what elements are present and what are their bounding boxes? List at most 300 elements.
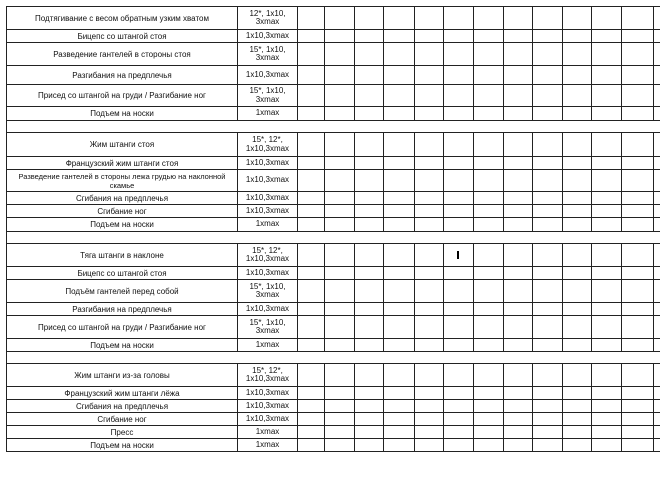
log-cell[interactable] (415, 30, 444, 43)
log-cell[interactable] (533, 280, 563, 303)
log-cell[interactable] (654, 244, 660, 267)
log-cell[interactable] (533, 426, 563, 439)
scheme-cell[interactable]: 1xmax (238, 339, 298, 352)
log-cell[interactable] (563, 85, 592, 107)
log-cell[interactable] (654, 413, 660, 426)
log-cell[interactable] (355, 107, 384, 121)
scheme-cell[interactable]: 15*, 12*, 1x10,3xmax (238, 244, 298, 267)
log-cell[interactable] (592, 267, 622, 280)
log-cell[interactable] (474, 205, 504, 218)
log-cell[interactable] (444, 387, 474, 400)
log-cell[interactable] (533, 267, 563, 280)
scheme-cell[interactable]: 1x10,3xmax (238, 267, 298, 280)
log-cell[interactable] (504, 107, 533, 121)
log-cell[interactable] (622, 303, 654, 316)
log-cell[interactable] (444, 364, 474, 387)
log-cell[interactable] (384, 413, 415, 426)
exercise-name-cell[interactable]: Подъем на носки (7, 439, 238, 452)
log-cell[interactable] (592, 218, 622, 232)
log-cell[interactable] (592, 170, 622, 192)
log-cell[interactable] (415, 303, 444, 316)
log-cell[interactable] (592, 66, 622, 85)
log-cell[interactable] (654, 30, 660, 43)
log-cell[interactable] (325, 7, 355, 30)
scheme-cell[interactable]: 15*, 1x10, 3xmax (238, 43, 298, 66)
log-cell[interactable] (355, 426, 384, 439)
log-cell[interactable] (504, 316, 533, 339)
log-cell[interactable] (533, 400, 563, 413)
log-cell[interactable] (622, 439, 654, 452)
log-cell[interactable] (622, 218, 654, 232)
log-cell[interactable] (622, 280, 654, 303)
log-cell[interactable] (654, 426, 660, 439)
log-cell[interactable] (298, 387, 325, 400)
log-cell[interactable] (563, 43, 592, 66)
log-cell[interactable] (474, 218, 504, 232)
log-cell[interactable] (504, 170, 533, 192)
log-cell[interactable] (298, 170, 325, 192)
log-cell[interactable] (325, 339, 355, 352)
log-cell[interactable] (415, 267, 444, 280)
log-cell[interactable] (474, 170, 504, 192)
log-cell[interactable] (325, 400, 355, 413)
log-cell[interactable] (444, 133, 474, 157)
log-cell[interactable] (474, 439, 504, 452)
log-cell[interactable] (444, 413, 474, 426)
exercise-name-cell[interactable]: Бицепс со штангой стоя (7, 30, 238, 43)
log-cell[interactable] (355, 316, 384, 339)
log-cell[interactable] (622, 400, 654, 413)
log-cell[interactable] (504, 85, 533, 107)
scheme-cell[interactable]: 1x10,3xmax (238, 205, 298, 218)
log-cell[interactable] (654, 316, 660, 339)
log-cell[interactable] (355, 43, 384, 66)
log-cell[interactable] (384, 30, 415, 43)
log-cell[interactable] (444, 218, 474, 232)
log-cell[interactable] (654, 157, 660, 170)
log-cell[interactable] (622, 157, 654, 170)
log-cell[interactable] (384, 339, 415, 352)
scheme-cell[interactable]: 1x10,3xmax (238, 192, 298, 205)
log-cell[interactable] (298, 280, 325, 303)
log-cell[interactable] (415, 439, 444, 452)
log-cell[interactable] (592, 157, 622, 170)
log-cell[interactable] (533, 303, 563, 316)
log-cell[interactable] (474, 267, 504, 280)
log-cell[interactable] (533, 157, 563, 170)
log-cell[interactable] (298, 400, 325, 413)
log-cell[interactable] (474, 244, 504, 267)
log-cell[interactable] (592, 426, 622, 439)
exercise-name-cell[interactable]: Подъем на носки (7, 218, 238, 232)
log-cell[interactable] (298, 157, 325, 170)
log-cell[interactable] (563, 267, 592, 280)
log-cell[interactable] (325, 66, 355, 85)
log-cell[interactable] (415, 133, 444, 157)
log-cell[interactable] (504, 133, 533, 157)
log-cell[interactable] (504, 387, 533, 400)
log-cell[interactable] (325, 316, 355, 339)
log-cell[interactable] (504, 218, 533, 232)
log-cell[interactable] (355, 170, 384, 192)
log-cell[interactable] (298, 30, 325, 43)
log-cell[interactable] (415, 244, 444, 267)
log-cell[interactable] (563, 192, 592, 205)
log-cell[interactable] (622, 205, 654, 218)
log-cell[interactable] (654, 107, 660, 121)
exercise-name-cell[interactable]: Подъём гантелей перед собой (7, 280, 238, 303)
scheme-cell[interactable]: 1x10,3xmax (238, 413, 298, 426)
log-cell[interactable] (622, 85, 654, 107)
scheme-cell[interactable]: 1x10,3xmax (238, 66, 298, 85)
log-cell[interactable] (563, 439, 592, 452)
log-cell[interactable] (533, 133, 563, 157)
log-cell[interactable] (533, 7, 563, 30)
log-cell[interactable] (622, 413, 654, 426)
log-cell[interactable] (563, 133, 592, 157)
exercise-name-cell[interactable]: Разгибания на предплечья (7, 66, 238, 85)
log-cell[interactable] (504, 413, 533, 426)
log-cell[interactable] (384, 426, 415, 439)
log-cell[interactable] (384, 439, 415, 452)
exercise-name-cell[interactable]: Сгибание ног (7, 205, 238, 218)
log-cell[interactable] (592, 30, 622, 43)
log-cell[interactable] (654, 267, 660, 280)
exercise-name-cell[interactable]: Французский жим штанги стоя (7, 157, 238, 170)
log-cell[interactable] (622, 316, 654, 339)
log-cell[interactable] (504, 426, 533, 439)
log-cell[interactable] (563, 218, 592, 232)
log-cell[interactable] (592, 364, 622, 387)
log-cell[interactable] (325, 303, 355, 316)
log-cell[interactable] (563, 426, 592, 439)
log-cell[interactable] (298, 244, 325, 267)
log-cell[interactable] (474, 364, 504, 387)
log-cell[interactable] (654, 7, 660, 30)
log-cell[interactable] (654, 387, 660, 400)
log-cell[interactable] (384, 387, 415, 400)
log-cell[interactable] (563, 7, 592, 30)
log-cell[interactable] (444, 85, 474, 107)
log-cell[interactable] (563, 30, 592, 43)
log-cell[interactable] (592, 280, 622, 303)
exercise-name-cell[interactable]: Разгибания на предплечья (7, 303, 238, 316)
log-cell[interactable] (444, 43, 474, 66)
log-cell[interactable] (325, 218, 355, 232)
log-cell[interactable] (444, 7, 474, 30)
log-cell[interactable] (563, 400, 592, 413)
log-cell[interactable] (533, 413, 563, 426)
log-cell[interactable] (325, 157, 355, 170)
log-cell[interactable] (563, 157, 592, 170)
log-cell[interactable] (355, 267, 384, 280)
log-cell[interactable] (654, 192, 660, 205)
log-cell[interactable] (415, 426, 444, 439)
log-cell[interactable] (415, 316, 444, 339)
log-cell[interactable] (298, 133, 325, 157)
log-cell[interactable] (384, 107, 415, 121)
log-cell[interactable] (592, 133, 622, 157)
log-cell[interactable] (325, 244, 355, 267)
log-cell[interactable] (592, 7, 622, 30)
log-cell[interactable] (504, 244, 533, 267)
log-cell[interactable] (384, 364, 415, 387)
log-cell[interactable] (298, 364, 325, 387)
log-cell[interactable] (355, 413, 384, 426)
log-cell[interactable] (654, 66, 660, 85)
log-cell[interactable] (504, 7, 533, 30)
log-cell[interactable] (298, 43, 325, 66)
scheme-cell[interactable]: 15*, 1x10, 3xmax (238, 280, 298, 303)
log-cell[interactable] (325, 387, 355, 400)
log-cell[interactable] (533, 316, 563, 339)
log-cell[interactable] (622, 107, 654, 121)
log-cell[interactable] (444, 244, 474, 267)
scheme-cell[interactable]: 15*, 12*, 1x10,3xmax (238, 133, 298, 157)
log-cell[interactable] (622, 7, 654, 30)
scheme-cell[interactable]: 1xmax (238, 107, 298, 121)
log-cell[interactable] (533, 107, 563, 121)
log-cell[interactable] (325, 85, 355, 107)
log-cell[interactable] (355, 387, 384, 400)
log-cell[interactable] (504, 280, 533, 303)
log-cell[interactable] (355, 7, 384, 30)
log-cell[interactable] (504, 43, 533, 66)
log-cell[interactable] (415, 85, 444, 107)
exercise-name-cell[interactable]: Бицепс со штангой стоя (7, 267, 238, 280)
log-cell[interactable] (415, 205, 444, 218)
log-cell[interactable] (474, 30, 504, 43)
log-cell[interactable] (563, 316, 592, 339)
log-cell[interactable] (592, 244, 622, 267)
log-cell[interactable] (384, 244, 415, 267)
log-cell[interactable] (563, 339, 592, 352)
scheme-cell[interactable]: 1x10,3xmax (238, 30, 298, 43)
log-cell[interactable] (504, 364, 533, 387)
log-cell[interactable] (622, 43, 654, 66)
log-cell[interactable] (298, 218, 325, 232)
log-cell[interactable] (474, 192, 504, 205)
log-cell[interactable] (298, 7, 325, 30)
log-cell[interactable] (622, 170, 654, 192)
log-cell[interactable] (533, 364, 563, 387)
exercise-name-cell[interactable]: Жим штанги из-за головы (7, 364, 238, 387)
log-cell[interactable] (563, 170, 592, 192)
log-cell[interactable] (563, 244, 592, 267)
log-cell[interactable] (504, 400, 533, 413)
log-cell[interactable] (654, 339, 660, 352)
log-cell[interactable] (474, 157, 504, 170)
log-cell[interactable] (592, 205, 622, 218)
log-cell[interactable] (533, 66, 563, 85)
log-cell[interactable] (384, 170, 415, 192)
log-cell[interactable] (654, 205, 660, 218)
log-cell[interactable] (533, 339, 563, 352)
scheme-cell[interactable]: 1xmax (238, 218, 298, 232)
log-cell[interactable] (355, 205, 384, 218)
exercise-name-cell[interactable]: Тяга штанги в наклоне (7, 244, 238, 267)
log-cell[interactable] (444, 107, 474, 121)
log-cell[interactable] (592, 413, 622, 426)
log-cell[interactable] (355, 339, 384, 352)
log-cell[interactable] (298, 303, 325, 316)
log-cell[interactable] (563, 413, 592, 426)
log-cell[interactable] (384, 85, 415, 107)
log-cell[interactable] (325, 439, 355, 452)
exercise-name-cell[interactable]: Французский жим штанги лёжа (7, 387, 238, 400)
log-cell[interactable] (474, 107, 504, 121)
log-cell[interactable] (298, 192, 325, 205)
log-cell[interactable] (592, 400, 622, 413)
log-cell[interactable] (384, 43, 415, 66)
log-cell[interactable] (298, 339, 325, 352)
log-cell[interactable] (444, 170, 474, 192)
exercise-name-cell[interactable]: Присед со штангой на груди / Разгибание ног (7, 316, 238, 339)
log-cell[interactable] (384, 280, 415, 303)
log-cell[interactable] (325, 107, 355, 121)
exercise-name-cell[interactable]: Подтягивание с весом обратным узким хватом (7, 7, 238, 30)
log-cell[interactable] (622, 192, 654, 205)
log-cell[interactable] (384, 400, 415, 413)
log-cell[interactable] (355, 133, 384, 157)
log-cell[interactable] (654, 303, 660, 316)
log-cell[interactable] (474, 303, 504, 316)
log-cell[interactable] (533, 170, 563, 192)
scheme-cell[interactable]: 1x10,3xmax (238, 303, 298, 316)
log-cell[interactable] (444, 303, 474, 316)
log-cell[interactable] (384, 133, 415, 157)
log-cell[interactable] (325, 364, 355, 387)
log-cell[interactable] (563, 205, 592, 218)
log-cell[interactable] (444, 439, 474, 452)
log-cell[interactable] (355, 85, 384, 107)
log-cell[interactable] (622, 339, 654, 352)
log-cell[interactable] (474, 66, 504, 85)
log-cell[interactable] (592, 107, 622, 121)
log-cell[interactable] (415, 413, 444, 426)
log-cell[interactable] (622, 244, 654, 267)
scheme-cell[interactable]: 1xmax (238, 426, 298, 439)
log-cell[interactable] (622, 364, 654, 387)
log-cell[interactable] (298, 413, 325, 426)
log-cell[interactable] (654, 133, 660, 157)
log-cell[interactable] (298, 107, 325, 121)
log-cell[interactable] (444, 192, 474, 205)
log-cell[interactable] (415, 218, 444, 232)
log-cell[interactable] (474, 339, 504, 352)
exercise-name-cell[interactable]: Сгибания на предплечья (7, 192, 238, 205)
log-cell[interactable] (415, 7, 444, 30)
log-cell[interactable] (533, 218, 563, 232)
log-cell[interactable] (474, 85, 504, 107)
log-cell[interactable] (654, 85, 660, 107)
log-cell[interactable] (563, 66, 592, 85)
log-cell[interactable] (622, 426, 654, 439)
log-cell[interactable] (504, 267, 533, 280)
log-cell[interactable] (654, 170, 660, 192)
log-cell[interactable] (622, 133, 654, 157)
log-cell[interactable] (533, 85, 563, 107)
log-cell[interactable] (384, 157, 415, 170)
log-cell[interactable] (415, 192, 444, 205)
log-cell[interactable] (654, 43, 660, 66)
log-cell[interactable] (298, 316, 325, 339)
log-cell[interactable] (474, 387, 504, 400)
log-cell[interactable] (384, 7, 415, 30)
log-cell[interactable] (298, 426, 325, 439)
log-cell[interactable] (415, 170, 444, 192)
log-cell[interactable] (504, 157, 533, 170)
log-cell[interactable] (533, 387, 563, 400)
log-cell[interactable] (444, 316, 474, 339)
log-cell[interactable] (444, 66, 474, 85)
log-cell[interactable] (563, 303, 592, 316)
log-cell[interactable] (415, 364, 444, 387)
log-cell[interactable] (474, 280, 504, 303)
scheme-cell[interactable]: 1x10,3xmax (238, 157, 298, 170)
log-cell[interactable] (654, 400, 660, 413)
log-cell[interactable] (474, 316, 504, 339)
log-cell[interactable] (533, 192, 563, 205)
log-cell[interactable] (415, 339, 444, 352)
log-cell[interactable] (415, 107, 444, 121)
log-cell[interactable] (592, 303, 622, 316)
log-cell[interactable] (384, 66, 415, 85)
log-cell[interactable] (474, 426, 504, 439)
log-cell[interactable] (355, 244, 384, 267)
exercise-name-cell[interactable]: Жим штанги стоя (7, 133, 238, 157)
log-cell[interactable] (504, 303, 533, 316)
log-cell[interactable] (533, 205, 563, 218)
log-cell[interactable] (355, 30, 384, 43)
log-cell[interactable] (325, 413, 355, 426)
log-cell[interactable] (384, 218, 415, 232)
exercise-name-cell[interactable]: Сгибания на предплечья (7, 400, 238, 413)
scheme-cell[interactable]: 1x10,3xmax (238, 170, 298, 192)
log-cell[interactable] (592, 387, 622, 400)
log-cell[interactable] (355, 66, 384, 85)
exercise-name-cell[interactable]: Подъем на носки (7, 339, 238, 352)
log-cell[interactable] (504, 205, 533, 218)
log-cell[interactable] (355, 280, 384, 303)
log-cell[interactable] (533, 30, 563, 43)
log-cell[interactable] (654, 439, 660, 452)
exercise-name-cell[interactable]: Разведение гантелей в стороны стоя (7, 43, 238, 66)
scheme-cell[interactable]: 15*, 1x10, 3xmax (238, 85, 298, 107)
log-cell[interactable] (355, 400, 384, 413)
log-cell[interactable] (355, 218, 384, 232)
log-cell[interactable] (654, 364, 660, 387)
log-cell[interactable] (504, 30, 533, 43)
log-cell[interactable] (384, 316, 415, 339)
log-cell[interactable] (444, 280, 474, 303)
scheme-cell[interactable]: 15*, 1x10, 3xmax (238, 316, 298, 339)
log-cell[interactable] (533, 439, 563, 452)
log-cell[interactable] (444, 30, 474, 43)
log-cell[interactable] (325, 192, 355, 205)
log-cell[interactable] (444, 157, 474, 170)
log-cell[interactable] (533, 43, 563, 66)
exercise-name-cell[interactable]: Подъем на носки (7, 107, 238, 121)
log-cell[interactable] (298, 85, 325, 107)
log-cell[interactable] (298, 267, 325, 280)
log-cell[interactable] (563, 387, 592, 400)
log-cell[interactable] (325, 267, 355, 280)
log-cell[interactable] (504, 339, 533, 352)
log-cell[interactable] (415, 66, 444, 85)
log-cell[interactable] (444, 339, 474, 352)
scheme-cell[interactable]: 1xmax (238, 439, 298, 452)
